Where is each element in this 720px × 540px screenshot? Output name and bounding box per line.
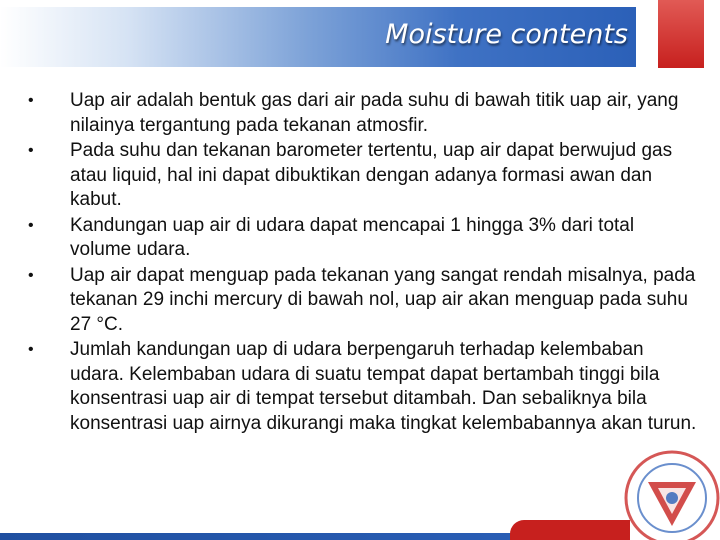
corner-accent — [658, 0, 704, 68]
bullet-dot: • — [28, 142, 34, 159]
bullet-text: Pada suhu dan tekanan barometer tertentu, uap air dapat berwujud gas atau liquid, hal ini dapat dibuktikan dengan adanya formasi awan dan kabut. — [70, 140, 673, 210]
bullet-dot: • — [28, 341, 34, 358]
title-bar — [0, 7, 636, 67]
bullet-text: Uap air dapat menguap pada tekanan yang sangat rendah misalnya, pada tekanan 29 inchi mercury di bawah nol, uap air akan menguap pada suhu 27 °C. — [70, 264, 696, 335]
bullet-dot: • — [28, 266, 34, 284]
bullet-item — [28, 338, 698, 436]
slide-title: Moisture contents — [385, 19, 628, 50]
bullet-item — [28, 264, 698, 338]
bullet-dot: • — [28, 216, 34, 234]
bullet-item — [28, 214, 698, 263]
bullet-item — [28, 139, 698, 213]
bullet-dot: • — [28, 92, 34, 109]
bullet-text: Kandungan uap air di udara dapat mencapai 1 hingga 3% dari total volume udara. — [70, 214, 635, 260]
bullet-item — [28, 89, 698, 138]
bullet-list — [28, 89, 698, 437]
institution-emblem-icon — [610, 446, 720, 540]
bullet-text: Uap air adalah bentuk gas dari air pada suhu di bawah titik uap air, yang nilainya tergantung pada tekanan atmosfir. — [70, 90, 679, 136]
bullet-text: Jumlah kandungan uap di udara berpengaruh terhadap kelembaban udara. Kelembaban udara di suatu tempat dapat bertambah tinggi bila konsentrasi uap air di tempat tersebut ditambah. Dan sebaliknya bila konsentrasi uap airnya dikurangi maka tingkat kelembabannya akan turun. — [70, 339, 697, 434]
